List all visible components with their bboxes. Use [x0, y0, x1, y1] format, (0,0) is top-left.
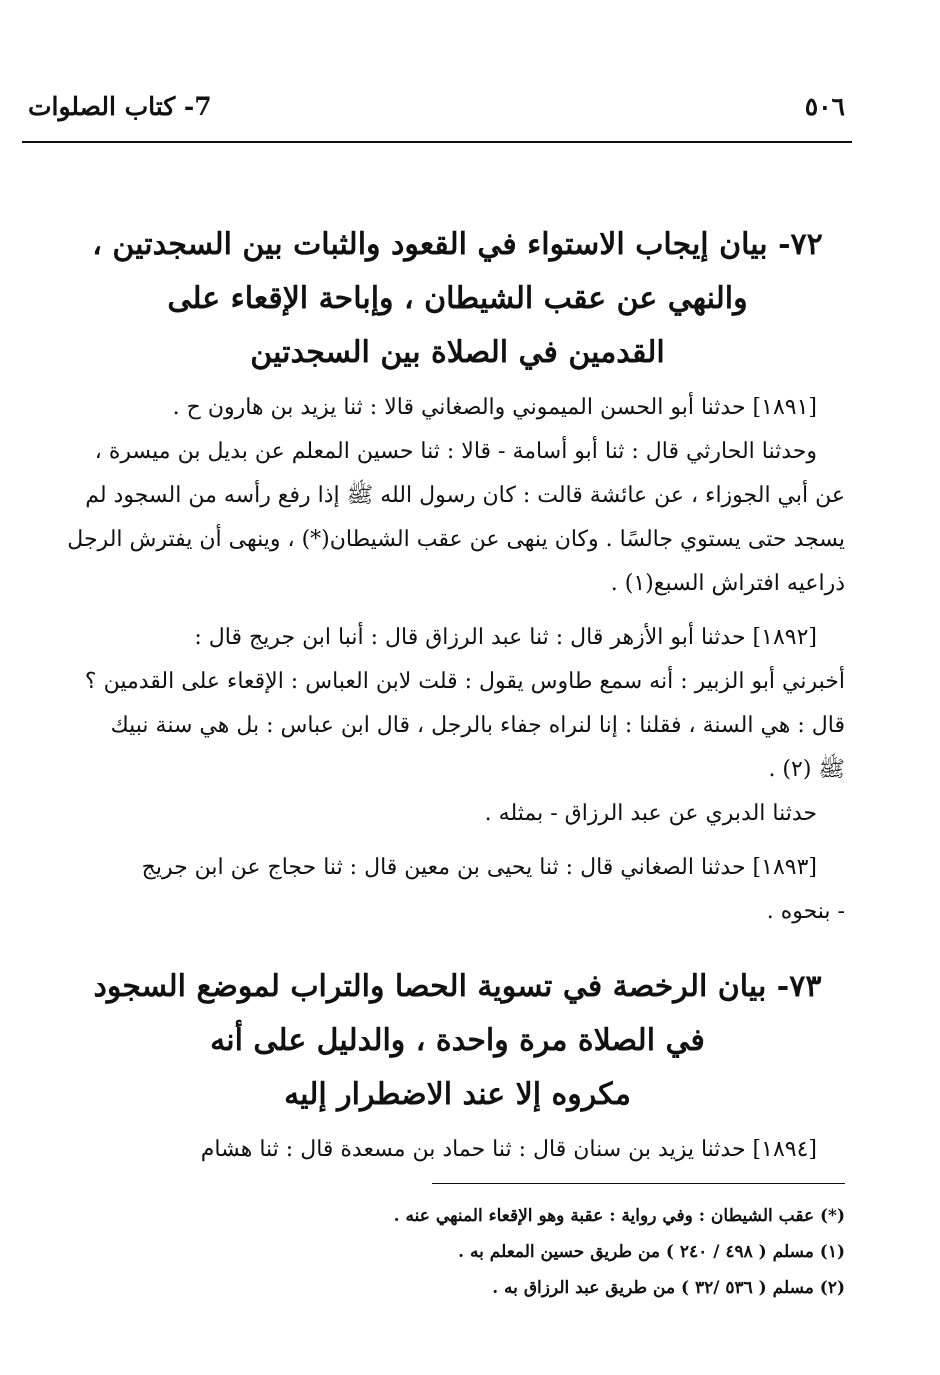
heading-line: ٧٣- بيان الرخصة في تسوية الحصا والتراب لموضع السجود	[93, 969, 822, 1004]
text-line: عن أبي الجوزاء ، عن عائشة قالت : كان رسول الله ﷺ إذا رفع رأسه من السجود لم	[85, 483, 845, 508]
section-72-heading	[70, 218, 845, 380]
heading-line: في الصلاة مرة واحدة ، والدليل على أنه	[210, 1023, 705, 1058]
chapter-title: 7- كتاب الصلوات	[28, 91, 212, 121]
text-line: أخبرني أبو الزبير : أنه سمع طاوس يقول : قلت لابن العباس : الإقعاء على القدمين ؟	[84, 669, 845, 694]
heading-line: ٧٢- بيان إيجاب الاستواء في القعود والثبات بين السجدتين ،	[92, 227, 823, 262]
text-line: - بنحوه .	[766, 899, 845, 924]
section-73-heading	[70, 960, 845, 1122]
heading-line: مكروه إلا عند الاضطرار إليه	[284, 1077, 631, 1112]
text-line: وحدثنا الحارثي قال : ثنا أبو أسامة - قالا : ثنا حسين المعلم عن بديل بن ميسرة ،	[94, 439, 817, 464]
text-line: حدثنا الدبري عن عبد الرزاق - بمثله .	[484, 801, 817, 826]
header-divider	[22, 141, 852, 143]
footnotes	[55, 1198, 845, 1306]
heading-line: والنهي عن عقب الشيطان ، وإباحة الإقعاء على	[167, 281, 748, 316]
page-header	[28, 84, 845, 128]
footnote: (*) عقب الشيطان : وفي رواية : عقبة وهو الإقعاء المنهي عنه .	[393, 1206, 845, 1226]
text-line: ﷺ (٢) .	[768, 757, 845, 782]
footnote: (٢) مسلم ( ٥٣٦ /٣٢ ) من طريق عبد الرزاق به .	[492, 1278, 845, 1298]
footnote-divider	[432, 1183, 845, 1184]
hadith-1894	[55, 1128, 845, 1172]
page-number: ٥٠٦	[804, 91, 845, 121]
hadith-1892	[55, 616, 845, 836]
footnote: (١) مسلم ( ٤٩٨ / ٢٤٠ ) من طريق حسين المعلم به .	[458, 1242, 845, 1262]
text-line: ذراعيه افتراش السبع(١) .	[610, 571, 845, 596]
text-line: يسجد حتى يستوي جالسًا . وكان ينهى عن عقب الشيطان(*) ، وينهى أن يفترش الرجل	[67, 527, 845, 552]
text-line: [١٨٩٣] حدثنا الصغاني قال : ثنا يحيى بن معين قال : ثنا حجاج عن ابن جريج	[141, 855, 817, 880]
text-line: [١٨٩٤] حدثنا يزيد بن سنان قال : ثنا حماد بن مسعدة قال : ثنا هشام	[200, 1137, 817, 1162]
hadith-1891	[55, 386, 845, 606]
text-line: [١٨٩٢] حدثنا أبو الأزهر قال : ثنا عبد الرزاق قال : أنبا ابن جريج قال :	[194, 625, 817, 650]
text-line: [١٨٩١] حدثنا أبو الحسن الميموني والصغاني قالا : ثنا يزيد بن هارون ح .	[172, 395, 817, 420]
text-line: قال : هي السنة ، فقلنا : إنا لنراه جفاء بالرجل ، قال ابن عباس : بل هي سنة نبيك	[110, 713, 845, 738]
heading-line: القدمين في الصلاة بين السجدتين	[250, 335, 665, 370]
hadith-1893	[55, 846, 845, 934]
